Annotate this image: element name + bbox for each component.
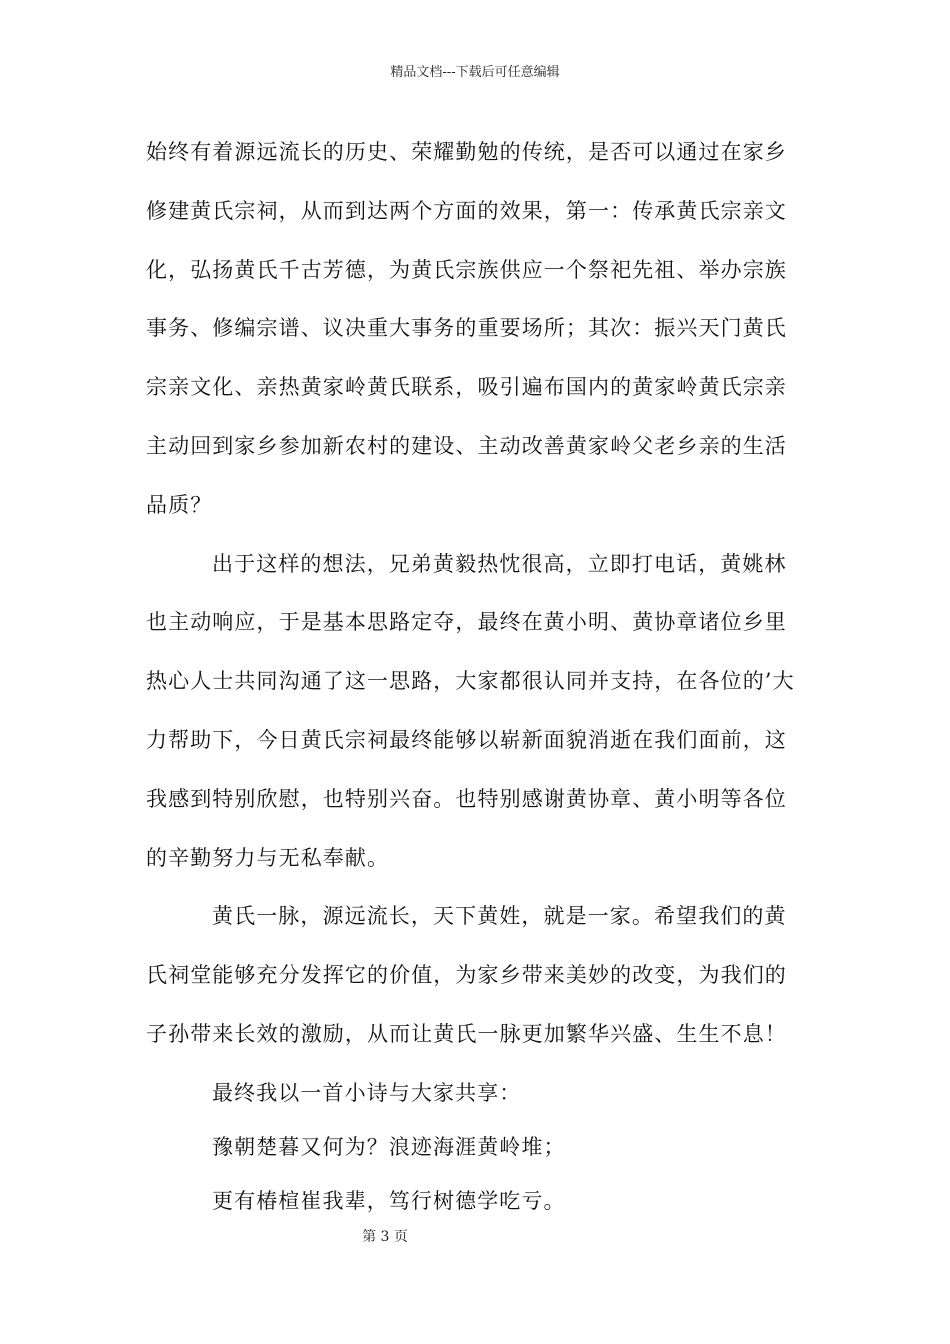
document-body [146, 130, 806, 1233]
poem-line: 更有椿楦崔我辈，笃行树德学吃亏。 [212, 1188, 566, 1213]
text-line: 事务、修编宗谱、议决重大事务的重要场所；其次：振兴天门黄氏 [146, 316, 787, 341]
text-line: 子孙带来长效的激励，从而让黄氏一脉更加繁华兴盛、生生不息！ [146, 1021, 787, 1046]
text-line: 主动回到家乡参加新农村的建设、主动改善黄家岭父老乡亲的生活 [146, 433, 787, 458]
text-line: 热心人士共同沟通了这一思路，大家都很认同并支持，在各位的’大 [146, 669, 795, 694]
text-line: 始终有着源远流长的历史、荣耀勤勉的传统，是否可以通过在家乡 [146, 140, 787, 164]
closing-poem [146, 1071, 806, 1233]
text-line: 出于这样的想法，兄弟黄毅热忱很高，立即打电话，黄姚林 [212, 551, 787, 576]
paragraph-2 [146, 542, 806, 895]
paragraph-1 [146, 130, 806, 542]
text-line: 修建黄氏宗祠，从而到达两个方面的效果，第一：传承黄氏宗亲文 [146, 198, 787, 223]
text-line: 我感到特别欣慰，也特别兴奋。也特别感谢黄协章、黄小明等各位 [146, 786, 787, 811]
paragraph-3 [146, 894, 806, 1070]
text-line: 也主动响应，于是基本思路定夺，最终在黄小明、黄协章诸位乡里 [146, 610, 787, 635]
text-line: 品质？ [146, 492, 213, 517]
text-line: 宗亲文化、亲热黄家岭黄氏联系，吸引遍布国内的黄家岭黄氏宗亲 [146, 375, 787, 400]
poem-line: 豫朝楚暮又何为？浪迹海涯黄岭堆； [212, 1134, 566, 1159]
poem-intro-line: 最终我以一首小诗与大家共享： [212, 1080, 522, 1105]
text-line: 氏祠堂能够充分发挥它的价值，为家乡带来美妙的改变，为我们的 [146, 963, 787, 988]
text-line: 黄氏一脉，源远流长，天下黄姓，就是一家。希望我们的黄 [212, 904, 787, 929]
text-line: 力帮助下，今日黄氏宗祠最终能够以崭新面貌消逝在我们面前，这 [146, 727, 787, 752]
page-number: 第 3 页 [362, 1229, 408, 1245]
page-header: 精品文档---下载后可任意编辑 [390, 65, 560, 80]
text-line: 化，弘扬黄氏千古芳德，为黄氏宗族供应一个祭祀先祖、举办宗族 [146, 257, 787, 282]
text-line: 的辛勤努力与无私奉献。 [146, 845, 390, 870]
